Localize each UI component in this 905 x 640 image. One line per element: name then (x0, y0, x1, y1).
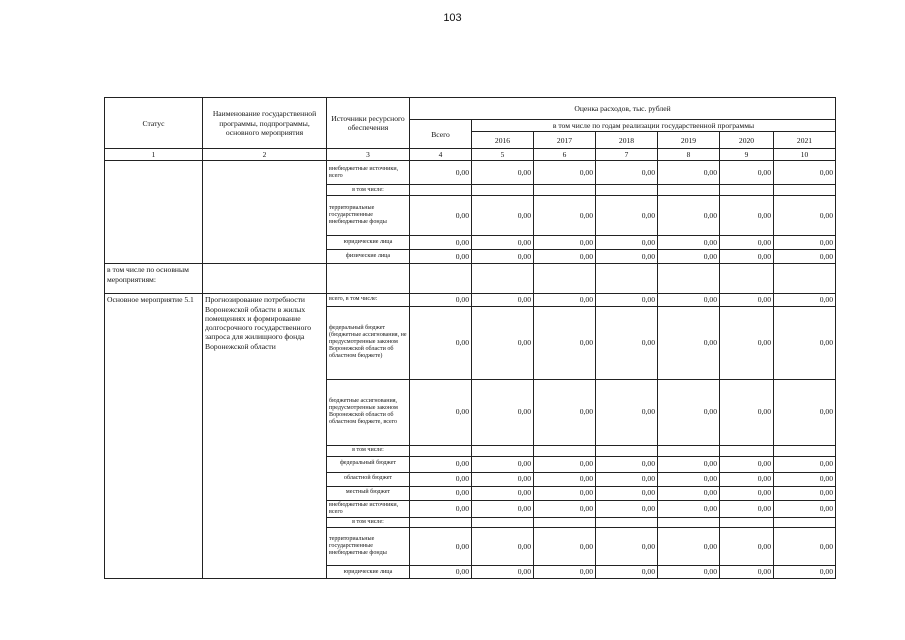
source-cell: внебюджетные источники, всего (327, 500, 410, 517)
value-cell: 0,00 (658, 566, 720, 579)
source-cell: физические лица (327, 250, 410, 264)
value-cell: 0,00 (720, 500, 774, 517)
value-cell: 0,00 (720, 379, 774, 445)
value-cell: 0,00 (658, 379, 720, 445)
value-cell: 0,00 (410, 236, 472, 250)
value-cell: 0,00 (596, 486, 658, 500)
value-cell: 0,00 (658, 306, 720, 379)
table-row (105, 161, 836, 185)
header-year: 2021 (774, 132, 836, 149)
value-cell: 0,00 (596, 236, 658, 250)
value-cell: 0,00 (472, 236, 534, 250)
value-cell: 0,00 (774, 486, 836, 500)
value-cell: 0,00 (472, 161, 534, 185)
value-cell: 0,00 (410, 161, 472, 185)
value-cell: 0,00 (534, 250, 596, 264)
value-cell: 0,00 (534, 161, 596, 185)
value-cell: 0,00 (658, 486, 720, 500)
page-number: 103 (443, 12, 462, 24)
event-name: Прогнозирование потребности Воронежской области в жилых помещениях и формирование долгосрочного государственного запроса для жилищного фонда Воронежской области (203, 294, 327, 579)
table-row (105, 264, 836, 294)
value-cell: 0,00 (596, 456, 658, 472)
name-cell-empty (203, 161, 327, 264)
header-year: 2017 (534, 132, 596, 149)
value-cell: 0,00 (774, 500, 836, 517)
column-numbers-row (105, 149, 836, 161)
source-cell: бюджетные ассигнования, предусмотренные законом Воронежской области об областном бюджете, всего (327, 379, 410, 445)
value-cell: 0,00 (534, 236, 596, 250)
value-cell: 0,00 (774, 456, 836, 472)
source-cell: юридические лица (327, 566, 410, 579)
column-number: 1 (105, 149, 203, 161)
value-cell: 0,00 (720, 472, 774, 486)
value-cell: 0,00 (596, 472, 658, 486)
value-cell: 0,00 (774, 306, 836, 379)
table-row (105, 294, 836, 306)
value-cell: 0,00 (410, 500, 472, 517)
value-cell: 0,00 (658, 161, 720, 185)
value-cell: 0,00 (658, 294, 720, 306)
column-number: 3 (327, 149, 410, 161)
value-cell: 0,00 (410, 250, 472, 264)
column-number: 10 (774, 149, 836, 161)
value-cell: 0,00 (774, 236, 836, 250)
value-cell: 0,00 (534, 196, 596, 236)
value-cell: 0,00 (472, 196, 534, 236)
value-cell: 0,00 (774, 379, 836, 445)
value-cell: 0,00 (410, 528, 472, 566)
column-number: 9 (720, 149, 774, 161)
value-cell: 0,00 (596, 250, 658, 264)
value-cell: 0,00 (658, 250, 720, 264)
source-cell: внебюджетные источники, всего (327, 161, 410, 185)
value-cell: 0,00 (720, 161, 774, 185)
value-cell: 0,00 (410, 472, 472, 486)
value-cell: 0,00 (534, 472, 596, 486)
value-cell: 0,00 (596, 294, 658, 306)
source-cell: юридические лица (327, 236, 410, 250)
value-cell: 0,00 (472, 566, 534, 579)
header-sources: Источники ресурсного обеспечения (327, 98, 410, 149)
column-number: 7 (596, 149, 658, 161)
value-cell: 0,00 (720, 486, 774, 500)
value-cell: 0,00 (774, 528, 836, 566)
value-cell: 0,00 (534, 294, 596, 306)
value-cell: 0,00 (658, 196, 720, 236)
value-cell: 0,00 (410, 566, 472, 579)
value-cell: 0,00 (410, 379, 472, 445)
value-cell: 0,00 (472, 528, 534, 566)
value-cell: 0,00 (534, 528, 596, 566)
header-by-years: в том числе по годам реализации государственной программы (472, 120, 836, 132)
header-year: 2020 (720, 132, 774, 149)
value-cell: 0,00 (410, 196, 472, 236)
including-main-events-label: в том числе по основным мероприятиям: (105, 264, 203, 294)
value-cell: 0,00 (658, 236, 720, 250)
source-cell: федеральный бюджет (327, 456, 410, 472)
header-estimate: Оценка расходов, тыс. рублей (410, 98, 836, 120)
header-status: Статус (105, 98, 203, 149)
source-cell: территориальные государственные внебюджетные фонды (327, 528, 410, 566)
value-cell: 0,00 (472, 306, 534, 379)
value-cell: 0,00 (410, 486, 472, 500)
value-cell: 0,00 (596, 379, 658, 445)
header-row-1 (105, 98, 836, 120)
value-cell: 0,00 (774, 566, 836, 579)
value-cell: 0,00 (472, 486, 534, 500)
value-cell: 0,00 (720, 236, 774, 250)
value-cell: 0,00 (658, 472, 720, 486)
value-cell: 0,00 (720, 456, 774, 472)
value-cell: 0,00 (534, 379, 596, 445)
value-cell: 0,00 (658, 500, 720, 517)
value-cell: 0,00 (720, 306, 774, 379)
source-cell: местный бюджет (327, 486, 410, 500)
value-cell: 0,00 (534, 456, 596, 472)
value-cell: 0,00 (472, 379, 534, 445)
value-cell: 0,00 (534, 486, 596, 500)
status-cell-empty (105, 161, 203, 264)
source-cell: всего, в том числе: (327, 294, 410, 306)
value-cell: 0,00 (596, 528, 658, 566)
value-cell: 0,00 (720, 528, 774, 566)
value-cell: 0,00 (774, 472, 836, 486)
value-cell: 0,00 (472, 500, 534, 517)
header-total: Всего (410, 120, 472, 149)
value-cell: 0,00 (774, 250, 836, 264)
value-cell: 0,00 (534, 566, 596, 579)
column-number: 8 (658, 149, 720, 161)
header-year: 2018 (596, 132, 658, 149)
value-cell: 0,00 (410, 306, 472, 379)
source-cell: территориальные государственные внебюджетные фонды (327, 196, 410, 236)
column-number: 5 (472, 149, 534, 161)
header-year: 2019 (658, 132, 720, 149)
source-cell: в том числе: (327, 445, 410, 456)
value-cell: 0,00 (774, 196, 836, 236)
column-number: 4 (410, 149, 472, 161)
value-cell: 0,00 (596, 306, 658, 379)
value-cell: 0,00 (534, 306, 596, 379)
value-cell: 0,00 (658, 528, 720, 566)
value-cell: 0,00 (596, 500, 658, 517)
event-status: Основное мероприятие 5.1 (105, 294, 203, 579)
value-cell: 0,00 (534, 500, 596, 517)
source-cell: федеральный бюджет (бюджетные ассигнования, не предусмотренные законом Воронежской области об областном бюджете) (327, 306, 410, 379)
source-cell: в том числе: (327, 517, 410, 527)
source-cell: в том числе: (327, 185, 410, 196)
value-cell: 0,00 (596, 161, 658, 185)
header-name: Наименование государственной программы, подпрограммы, основного мероприятия (203, 98, 327, 149)
value-cell: 0,00 (596, 566, 658, 579)
value-cell: 0,00 (720, 566, 774, 579)
header-year: 2016 (472, 132, 534, 149)
value-cell: 0,00 (472, 250, 534, 264)
budget-table (104, 97, 836, 579)
source-cell: областной бюджет (327, 472, 410, 486)
value-cell: 0,00 (658, 456, 720, 472)
value-cell: 0,00 (774, 161, 836, 185)
value-cell: 0,00 (410, 294, 472, 306)
value-cell: 0,00 (410, 456, 472, 472)
value-cell: 0,00 (720, 196, 774, 236)
column-number: 2 (203, 149, 327, 161)
value-cell: 0,00 (720, 250, 774, 264)
value-cell: 0,00 (472, 456, 534, 472)
value-cell: 0,00 (596, 196, 658, 236)
value-cell: 0,00 (472, 472, 534, 486)
value-cell: 0,00 (774, 294, 836, 306)
value-cell: 0,00 (720, 294, 774, 306)
column-number: 6 (534, 149, 596, 161)
value-cell: 0,00 (472, 294, 534, 306)
